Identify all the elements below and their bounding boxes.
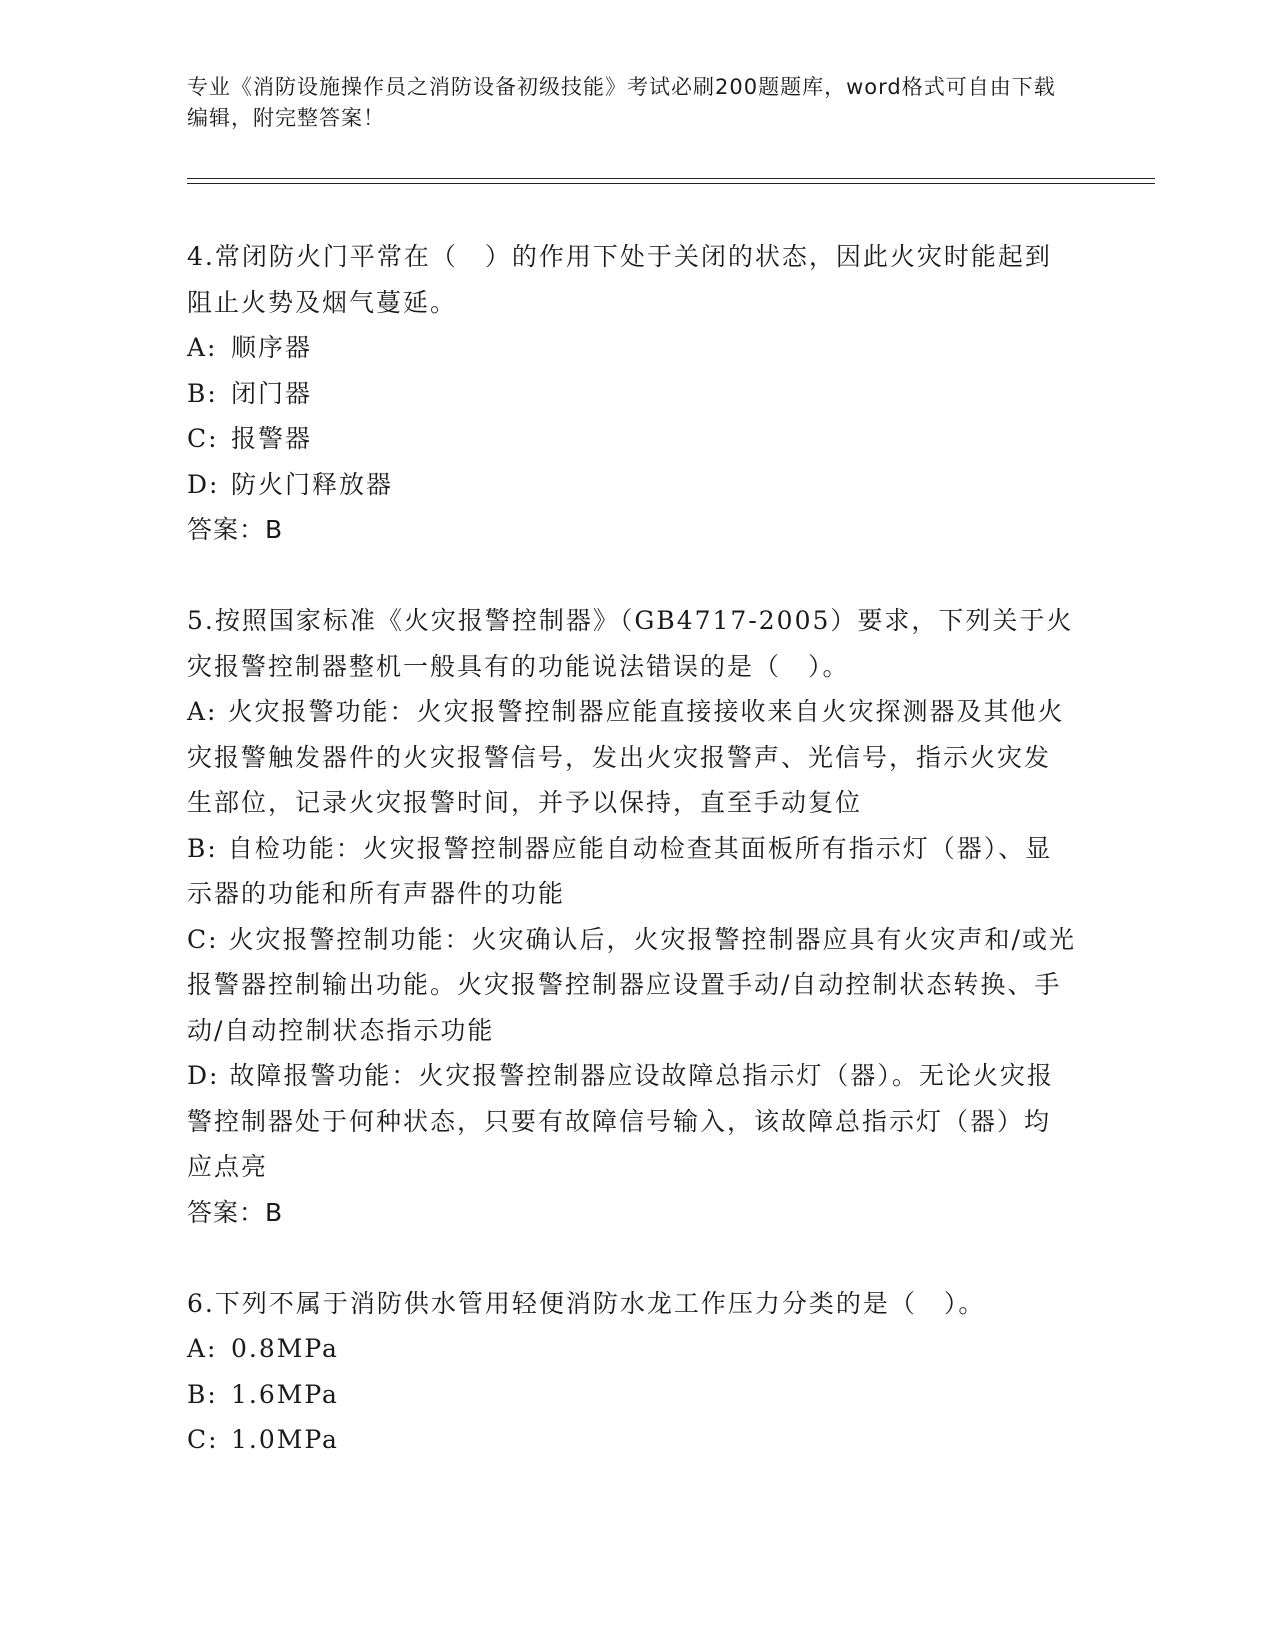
option-d [187, 462, 1077, 508]
option-b [187, 371, 1077, 417]
option-text: 1.0MPa [231, 1425, 339, 1454]
option-letter: A: [187, 697, 218, 726]
option-c [187, 917, 1077, 1054]
option-text: 自检功能：火灾报警控制器应能自动检查其面板所有指示灯（器）、显示器的功能和所有声器件的功能 [187, 833, 1053, 908]
question-6 [187, 1281, 1077, 1463]
option-c [187, 1417, 1077, 1463]
option-a [187, 1326, 1077, 1372]
option-text: 火灾报警功能：火灾报警控制器应能直接接收来自火灾探测器及其他火灾报警触发器件的火灾报警信号，发出火灾报警声、光信号，指示火灾发生部位，记录火灾报警时间，并予以保持，直至手动复位 [187, 697, 1065, 817]
option-letter: D: [187, 1061, 220, 1090]
answer-line: 答案：B [187, 1197, 284, 1227]
option-letter: C: [187, 1425, 219, 1454]
option-a [187, 689, 1077, 826]
question-5 [187, 598, 1077, 1235]
option-b [187, 826, 1077, 917]
answer-line: 答案：B [187, 515, 284, 544]
option-c [187, 416, 1077, 462]
question-stem: 4.常闭防火门平常在（ ）的作用下处于关闭的状态，因此火灾时能起到阻止火势及烟气蔓延。 [187, 242, 1052, 317]
question-stem: 5.按照国家标准《火灾报警控制器》（GB4717-2005）要求，下列关于火灾报警控制器整机一般具有的功能说法错误的是（ ）。 [187, 606, 1074, 681]
header-divider-bottom [187, 183, 1155, 184]
option-letter: B: [187, 1379, 218, 1409]
question-spacer [187, 553, 1077, 599]
document-header: 专业《消防设施操作员之消防设备初级技能》考试必刷200题题库，word格式可自由下载编辑，附完整答案！ [187, 75, 1056, 130]
question-list [187, 234, 1077, 1463]
option-text: 0.8MPa [231, 1334, 339, 1363]
option-text: 闭门器 [231, 378, 313, 408]
option-letter: B: [187, 833, 218, 863]
option-text: 报警器 [231, 424, 313, 453]
option-text: 火灾报警控制功能：火灾确认后，火灾报警控制器应具有火灾声和/或光报警器控制输出功能。火灾报警控制器应设置手动/自动控制状态转换、手动/自动控制状态指示功能 [187, 924, 1076, 1045]
option-letter: A: [187, 1334, 218, 1363]
option-text: 防火门释放器 [231, 469, 394, 499]
question-spacer [187, 1235, 1077, 1281]
option-letter: D: [187, 469, 220, 499]
option-b [187, 1372, 1077, 1418]
option-d [187, 1053, 1077, 1190]
option-letter: B: [187, 378, 218, 408]
option-a [187, 325, 1077, 371]
option-text: 故障报警功能：火灾报警控制器应设故障总指示灯（器）。无论火灾报警控制器处于何种状态，只要有故障信号输入，该故障总指示灯（器）均应点亮 [187, 1061, 1054, 1181]
question-4 [187, 234, 1077, 553]
option-letter: C: [187, 924, 219, 954]
option-letter: C: [187, 424, 219, 453]
header-divider-top [187, 178, 1155, 179]
option-text: 顺序器 [231, 333, 313, 362]
option-letter: A: [187, 333, 218, 362]
question-stem: 6.下列不属于消防供水管用轻便消防水龙工作压力分类的是（ ）。 [187, 1288, 986, 1318]
option-text: 1.6MPa [231, 1379, 339, 1409]
